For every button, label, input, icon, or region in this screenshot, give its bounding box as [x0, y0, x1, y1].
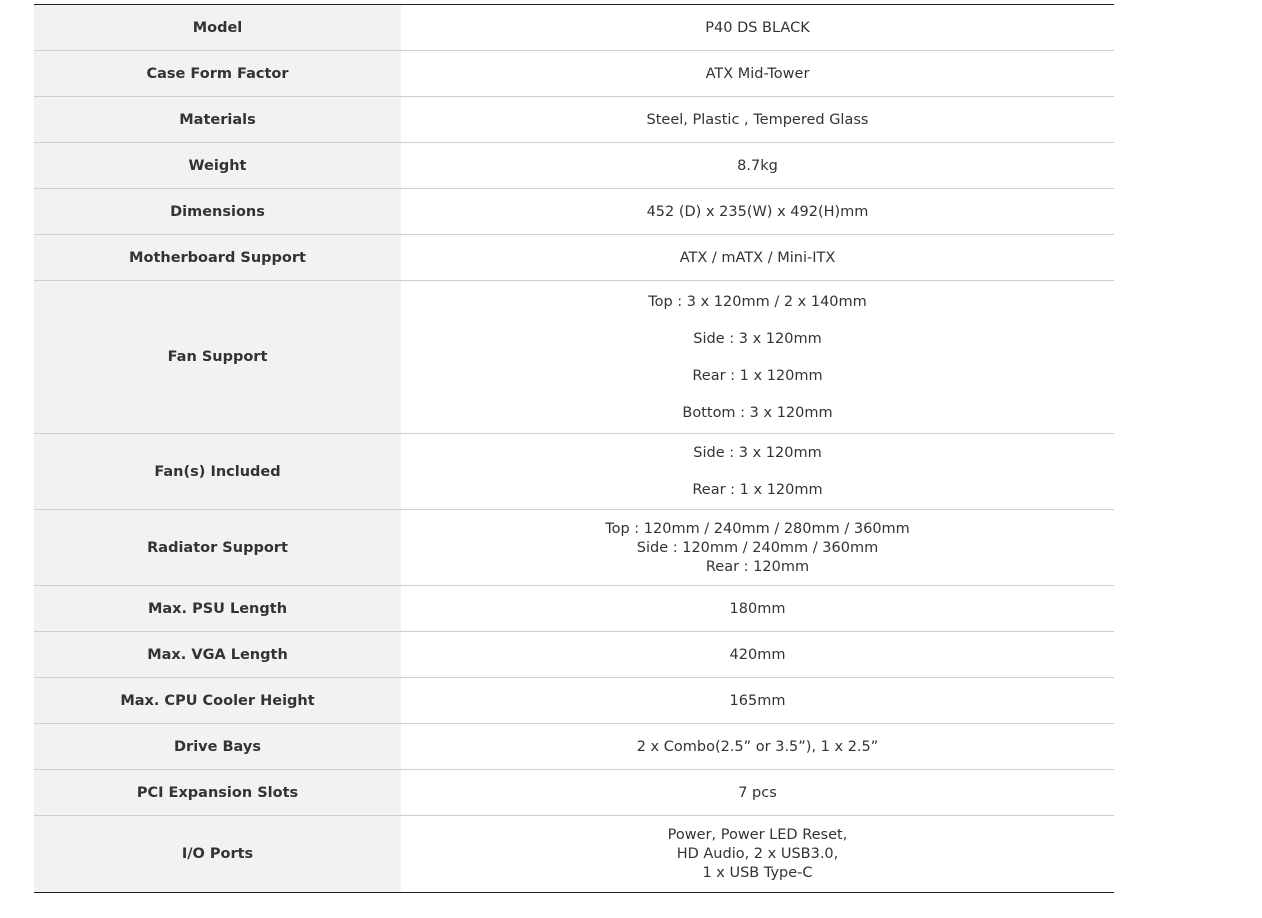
spec-value-line: Bottom : 3 x 120mm	[682, 404, 833, 421]
spec-row-motherboard-support	[34, 235, 1114, 281]
spec-row-io-ports	[34, 816, 1114, 893]
spec-label: Max. VGA Length	[34, 632, 401, 678]
spec-label: Fan Support	[34, 281, 401, 434]
spec-label: Max. PSU Length	[34, 586, 401, 632]
spec-value: ATX / mATX / Mini-ITX	[401, 235, 1114, 281]
spec-row-max-vga-length	[34, 632, 1114, 678]
spec-label: Dimensions	[34, 189, 401, 235]
spec-label: Max. CPU Cooler Height	[34, 678, 401, 724]
spec-value: 7 pcs	[401, 770, 1114, 816]
spec-label: Fan(s) Included	[34, 434, 401, 510]
spec-row-case-form-factor	[34, 51, 1114, 97]
spec-value: P40 DS BLACK	[401, 5, 1114, 51]
spec-label: Motherboard Support	[34, 235, 401, 281]
spec-label: Drive Bays	[34, 724, 401, 770]
spec-label: Model	[34, 5, 401, 51]
spec-value	[401, 281, 1114, 434]
spec-value-line: Side : 3 x 120mm	[693, 330, 822, 347]
spec-label: Materials	[34, 97, 401, 143]
spec-value: 452 (D) x 235(W) x 492(H)mm	[401, 189, 1114, 235]
spec-label: I/O Ports	[34, 816, 401, 893]
spec-value-line: Side : 3 x 120mm	[693, 445, 822, 461]
spec-row-model	[34, 5, 1114, 51]
spec-value-line: Side : 120mm / 240mm / 360mm	[636, 539, 879, 556]
spec-value-line: 1 x USB Type-C	[702, 865, 813, 881]
spec-value-line: Top : 3 x 120mm / 2 x 140mm	[648, 293, 867, 310]
spec-value-line: Rear : 1 x 120mm	[692, 482, 823, 498]
spec-row-weight	[34, 143, 1114, 189]
spec-value	[401, 816, 1114, 893]
spec-row-materials	[34, 97, 1114, 143]
spec-value: 165mm	[401, 678, 1114, 724]
spec-row-fans-included	[34, 434, 1114, 510]
spec-value	[401, 510, 1114, 586]
spec-row-fan-support	[34, 281, 1114, 434]
spec-label: PCI Expansion Slots	[34, 770, 401, 816]
spec-value: 8.7kg	[401, 143, 1114, 189]
spec-value: 420mm	[401, 632, 1114, 678]
spec-value: ATX Mid-Tower	[401, 51, 1114, 97]
spec-value-line: Rear : 120mm	[705, 558, 810, 575]
spec-value-line: Rear : 1 x 120mm	[692, 367, 823, 384]
spec-row-pci-expansion-slots	[34, 770, 1114, 816]
spec-value-line: Power, Power LED Reset,	[667, 827, 848, 843]
spec-value-line: Top : 120mm / 240mm / 280mm / 360mm	[605, 520, 910, 537]
spec-row-dimensions	[34, 189, 1114, 235]
spec-label: Radiator Support	[34, 510, 401, 586]
spec-value	[401, 434, 1114, 510]
spec-table	[34, 4, 1114, 893]
spec-label: Case Form Factor	[34, 51, 401, 97]
spec-row-max-psu-length	[34, 586, 1114, 632]
spec-value: 2 x Combo(2.5” or 3.5”), 1 x 2.5”	[401, 724, 1114, 770]
spec-row-max-cpu-cooler-height	[34, 678, 1114, 724]
spec-value-line: HD Audio, 2 x USB3.0,	[676, 846, 839, 862]
spec-value: 180mm	[401, 586, 1114, 632]
spec-value: Steel, Plastic , Tempered Glass	[401, 97, 1114, 143]
spec-row-radiator-support	[34, 510, 1114, 586]
spec-row-drive-bays	[34, 724, 1114, 770]
spec-label: Weight	[34, 143, 401, 189]
